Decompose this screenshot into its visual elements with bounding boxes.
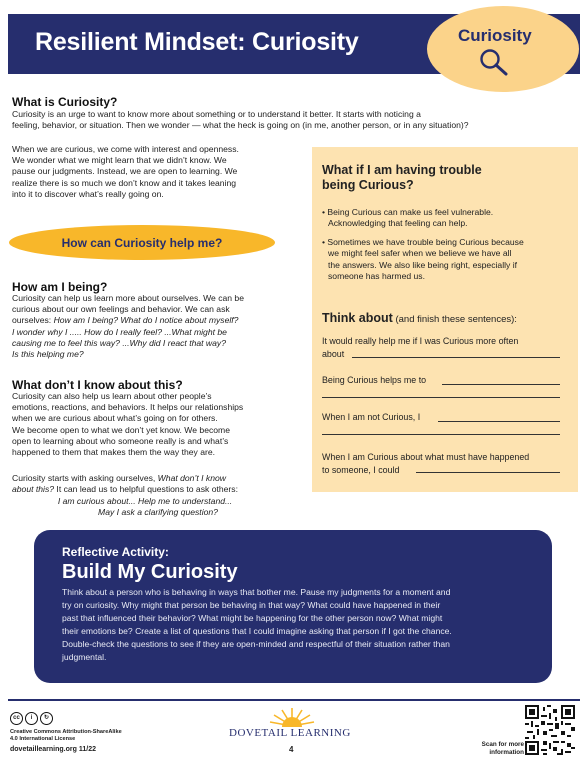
trouble-bullet [322,237,572,283]
answer-line[interactable] [322,434,560,435]
creative-commons-icons [10,712,53,725]
answer-line[interactable] [416,472,560,473]
bullet-line: the answers. We also like being right, especially if [328,259,517,270]
openness-line: realize there is so much we don’t know and it takes leaning [12,177,237,188]
scan-label: Scan for more information [481,741,524,756]
trouble-heading [322,163,522,193]
sun-logo-icon [262,706,322,728]
openness-line: We wonder what we might learn that we didn’t know. We [12,155,227,166]
bullet-line: • Sometimes we have trouble being Curious because [322,237,524,247]
prompt-line: about [322,348,345,359]
activity-line: judgmental. [62,651,107,662]
italic-text: I wonder why I ..... How do I really feel? ...What might be [12,326,227,337]
openness-line: into it to discover what’s really going on. [12,188,164,199]
italic-text: I am curious about... Help me to understand... [57,496,233,506]
think-title: Think about [322,311,393,325]
prompt-line: When I am Curious about what must have happened [322,452,530,462]
what-is-heading: What is Curiosity? [12,95,118,109]
italic-text: Is this helping me? [12,349,84,360]
footer-url[interactable]: dovetaillearning.org 11/22 [10,746,96,753]
activity-line: Think about a person who is behaving in ways that bother me. Pause my judgments for a moment and [62,587,451,597]
plain-text: Curiosity starts with asking ourselves, [12,473,158,483]
dont-know-heading: What don’t I know about this? [12,378,183,392]
openness-line: When we are curious, we come with interest and openness. [12,144,239,154]
activity-label: Reflective Activity: [62,545,169,559]
what-is-line-2: feeling, behavior, or situation. Then we wonder — what the heck is going on (in me, another person, or in any situation)? [12,120,469,130]
cc-icon: cc [10,712,23,725]
plain-text: ourselves: [12,315,54,326]
answer-line[interactable] [438,421,560,422]
openness-line: pause our judgments. Instead, we are open to learning. We [12,166,238,177]
paragraph-line: when we are curious about what’s going on for others. [12,413,218,424]
think-about-heading [322,311,517,325]
qr-code-icon[interactable] [525,705,575,755]
paragraph-line: We become open to what we don’t yet know. We become [12,424,230,435]
dont-know-paragraph [12,391,304,458]
activity-body [62,586,534,663]
activity-line: Double-check the questions to see if they are open-minded and respectful of their situation rather than [62,638,450,649]
answer-line[interactable] [352,357,560,358]
italic-text: about this? [12,484,55,495]
bubble-label: Curiosity [458,26,532,45]
footer-rule [8,699,580,701]
question-line [12,507,304,518]
prompt-line: It would really help me if I was Curious more often [322,336,519,346]
help-pill [9,225,275,260]
paragraph-line: Curiosity can help us learn more about ourselves. We can be [12,293,244,303]
question-line [12,496,304,507]
activity-line: try on curiosity. Why might that person be behaving in that way? What could have happened in their [62,599,441,610]
paragraph-line: Curiosity can also help us learn about other people’s [12,391,212,401]
paragraph-line: open to learning about who someone really is and what’s [12,435,229,446]
bullet-line: Acknowledging that feeling can help. [328,218,468,229]
italic-text: May I ask a clarifying question? [98,507,218,518]
sa-icon: ↻ [40,712,53,725]
paragraph-line: curious about our own feelings and behavior. We can ask [12,304,230,315]
bullet-line: • Being Curious can make us feel vulnerable. [322,207,494,217]
think-subtitle: (and finish these sentences): [392,314,517,325]
paragraph-line [12,315,304,326]
page-title: Resilient Mindset: Curiosity [35,28,359,56]
activity-title: Build My Curiosity [62,561,238,583]
plain-text: It can lead us to helpful questions to ask others: [54,484,238,495]
license-line-1: Creative Commons Attribution-ShareAlike [10,729,122,735]
answer-line[interactable] [442,384,560,385]
openness-paragraph [12,144,302,200]
paragraph-line: emotions, reactions, and behaviors. It helps our relationships [12,402,244,413]
prompt-line: to someone, I could [322,464,400,475]
example-questions [12,496,304,518]
italic-text: causing me to feel this way? ...Why did I react that way? [12,337,226,348]
paragraph-line [12,338,304,349]
paragraph-line [12,327,304,338]
bullet-line: we might feel safer when we believe we have all [328,248,512,259]
heading-line: What if I am having trouble [322,163,482,177]
paragraph-line [12,473,304,484]
activity-line: their emotions be? Create a list of questions that I could imagine asking that person if I got the chance. [62,625,452,636]
trouble-bullet [322,207,572,230]
italic-text: What don’t I know [157,473,226,483]
by-icon: i [25,712,38,725]
heading-line: being Curious? [322,178,414,192]
prompt-3: When I am not Curious, I [322,412,421,422]
paragraph-line: happened to them that makes them the way they are. [12,447,216,458]
paragraph-line [12,484,304,495]
activity-line: past that influenced their behavior? What might be happening for the other person now? What might [62,612,443,623]
how-am-i-paragraph [12,293,304,360]
help-pill-label: How can Curiosity help me? [61,236,223,250]
page-number: 4 [289,745,294,754]
starts-paragraph [12,473,304,495]
prompt-2: Being Curious helps me to [322,375,427,385]
dovetail-logo: DOVETAIL LEARNING [229,727,351,739]
what-is-line-1: Curiosity is an urge to want to know more about something or to understand it better. It starts with noticing a [12,109,421,119]
bullet-line: someone has harmed us. [328,271,425,282]
license-line-2: 4.0 International License [10,736,76,742]
answer-line[interactable] [322,397,560,398]
magnifying-glass-icon [478,48,510,78]
how-am-i-heading: How am I being? [12,280,108,294]
italic-text: How am I being? What do I notice about myself? [53,315,239,326]
paragraph-line [12,349,304,360]
